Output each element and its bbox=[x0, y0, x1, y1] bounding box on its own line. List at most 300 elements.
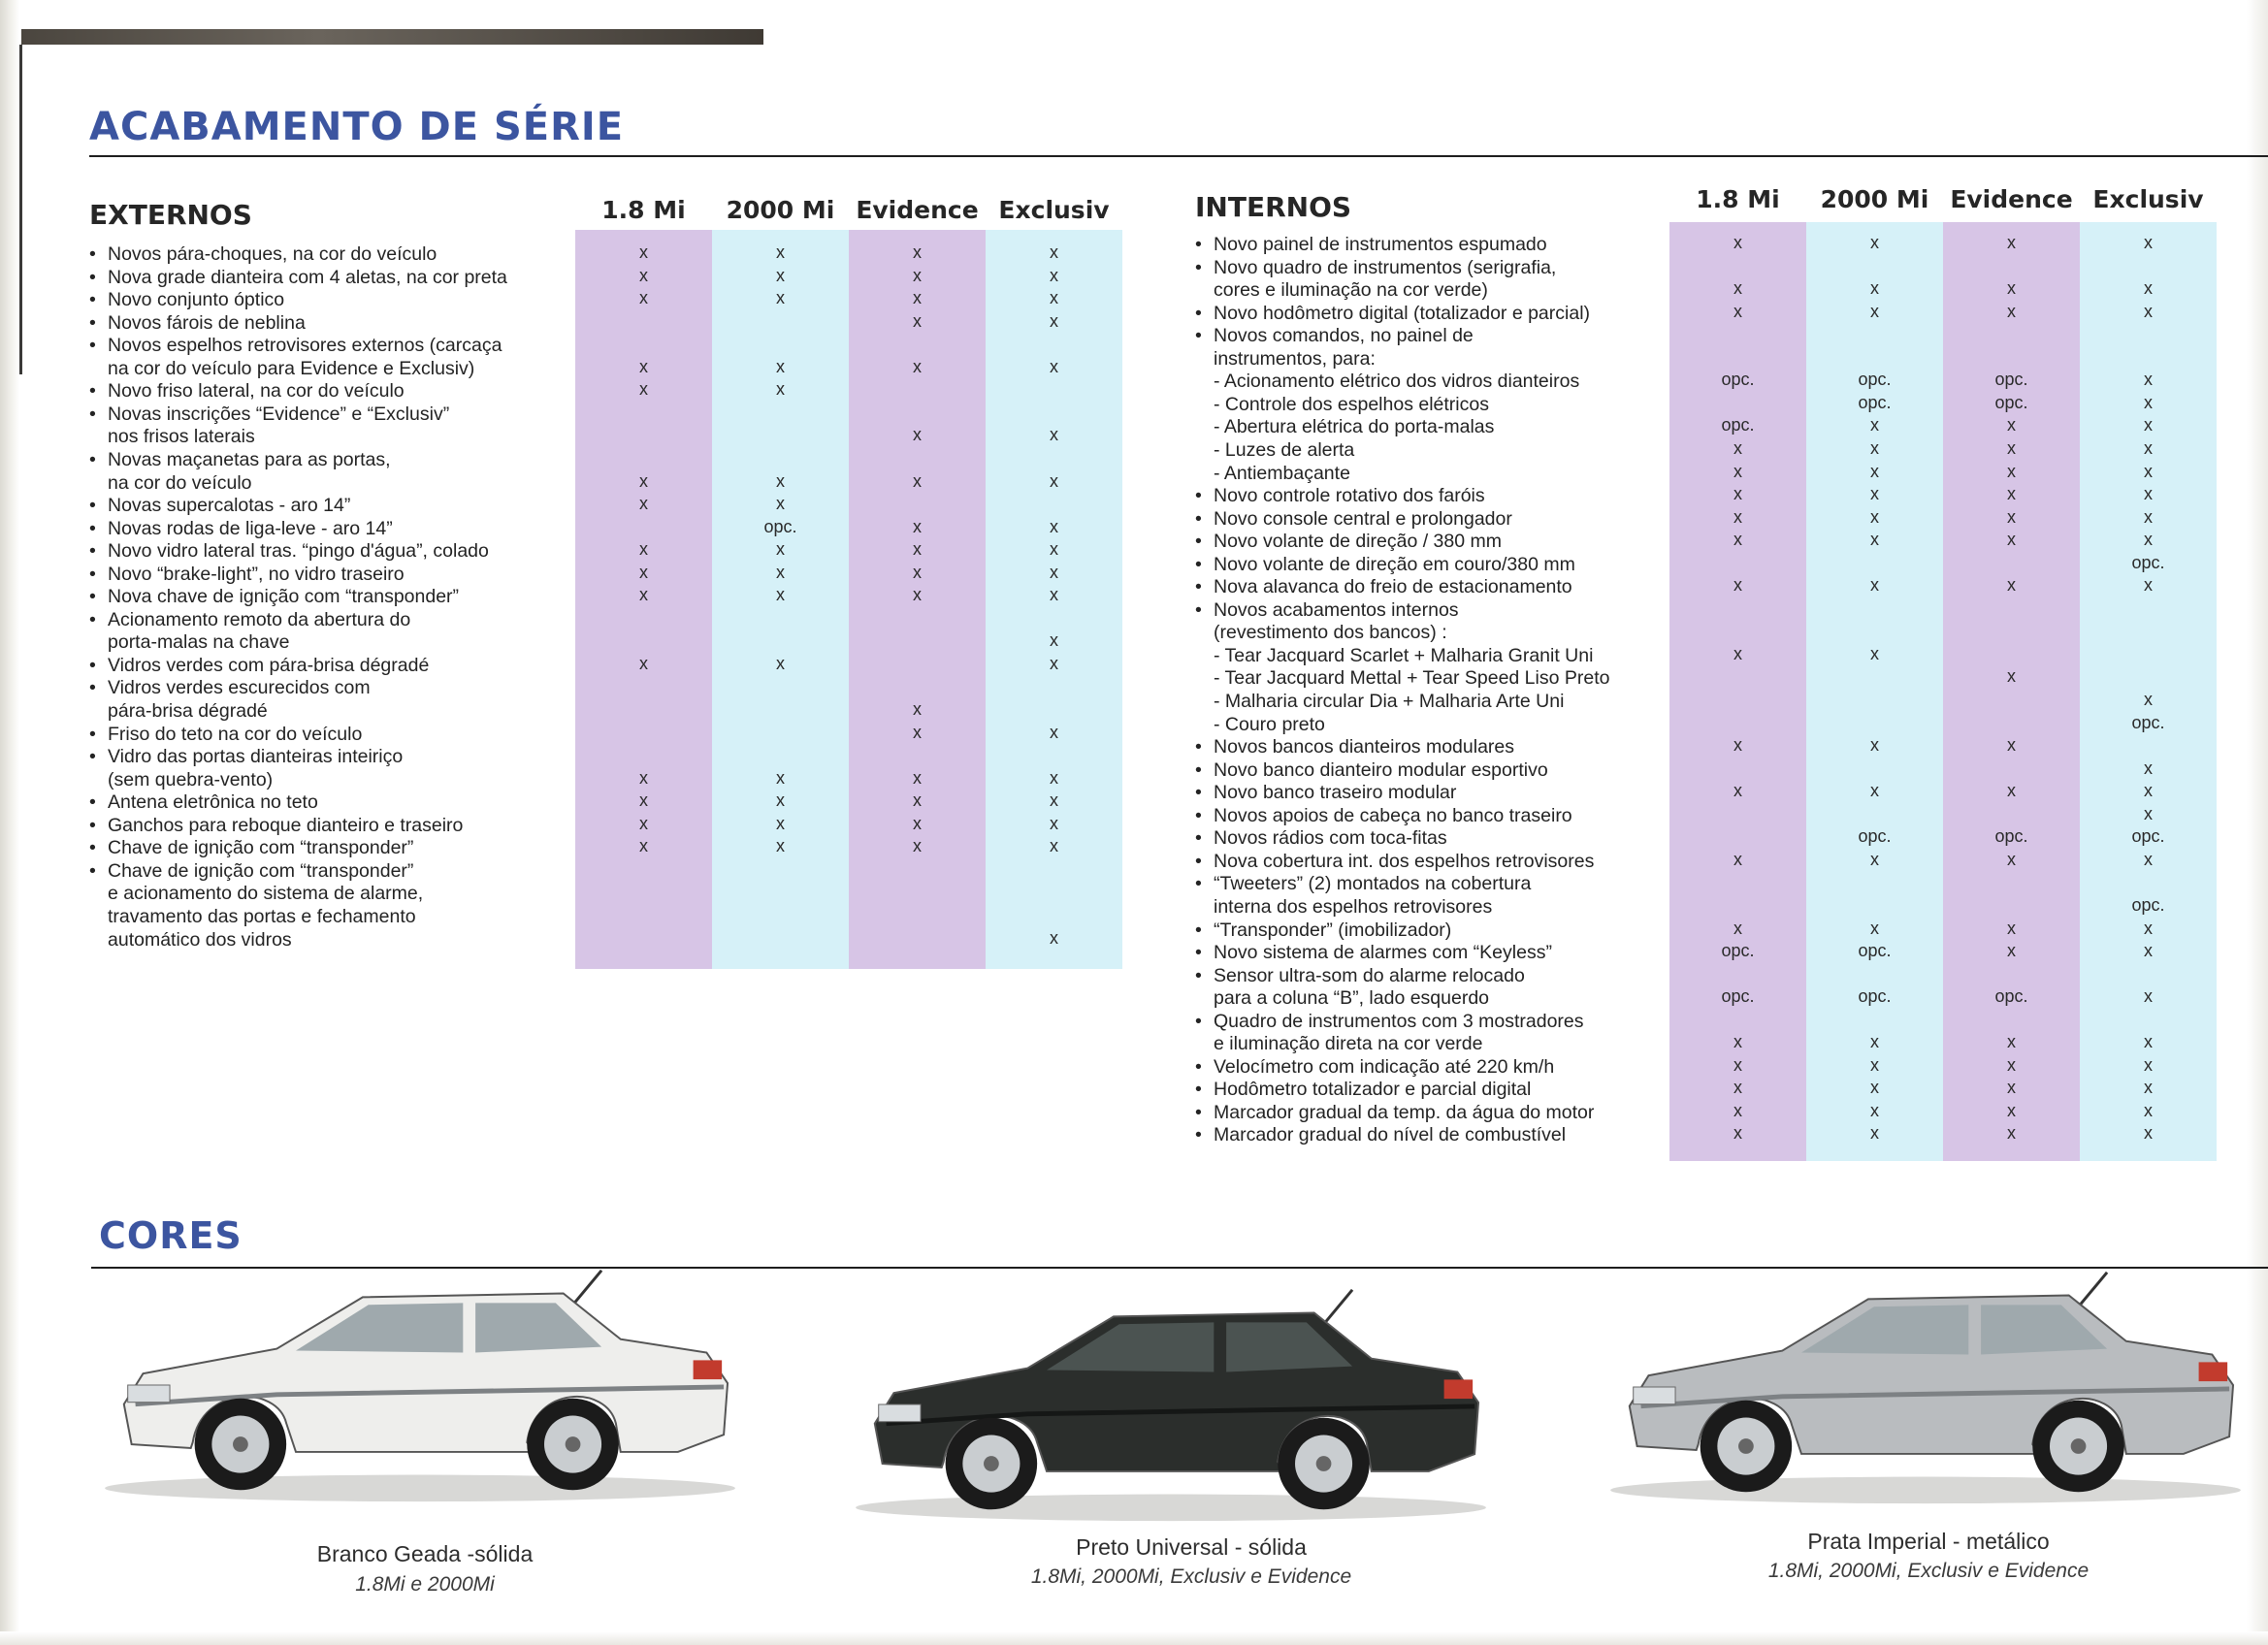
bullet-icon: • bbox=[89, 837, 96, 859]
internos-feature-label: Quadro de instrumentos com 3 mostradores bbox=[1214, 1010, 1584, 1032]
internos-feature-value: x bbox=[2144, 1054, 2153, 1075]
internos-feature-value: opc. bbox=[1721, 986, 1755, 1007]
externos-feature-value: x bbox=[913, 310, 922, 331]
internos-feature-value: x bbox=[2144, 392, 2153, 412]
internos-feature-value: x bbox=[2007, 278, 2016, 299]
externos-feature-value: x bbox=[1050, 425, 1058, 445]
internos-feature-value: x bbox=[1733, 301, 1742, 321]
internos-feature-value: x bbox=[2144, 1123, 2153, 1144]
externos-feature-label: na cor do veículo para Evidence e Exclusiv) bbox=[108, 357, 475, 379]
externos-feature-value: x bbox=[776, 539, 785, 560]
bullet-icon: • bbox=[1195, 964, 1202, 986]
binding-mark bbox=[19, 45, 22, 374]
internos-feature-value: x bbox=[1870, 278, 1879, 299]
internos-feature-value: x bbox=[2144, 461, 2153, 481]
bullet-icon: • bbox=[1195, 1101, 1202, 1123]
internos-feature-value: x bbox=[2144, 758, 2153, 778]
bullet-icon: • bbox=[89, 859, 96, 882]
color-name: Prata Imperial - metálico bbox=[1807, 1529, 2050, 1554]
externos-feature-value: x bbox=[639, 767, 648, 788]
bullet-icon: • bbox=[1195, 507, 1202, 530]
bullet-icon: • bbox=[89, 540, 96, 563]
externos-feature-value: x bbox=[1050, 562, 1058, 582]
internos-feature-value: x bbox=[2144, 690, 2153, 709]
color-models: 1.8Mi e 2000Mi bbox=[355, 1573, 495, 1596]
internos-feature-value: x bbox=[1733, 1100, 1742, 1120]
bullet-icon: • bbox=[89, 586, 96, 608]
internos-feature-value: x bbox=[2144, 415, 2153, 435]
internos-feature-value: x bbox=[2007, 918, 2016, 938]
bullet-icon: • bbox=[89, 311, 96, 334]
bullet-icon: • bbox=[1195, 531, 1202, 553]
internos-feature-value: x bbox=[1870, 461, 1879, 481]
internos-feature-value: x bbox=[1733, 233, 1742, 252]
bullet-icon: • bbox=[1195, 736, 1202, 758]
internos-model-header: Exclusiv bbox=[2092, 185, 2204, 213]
internos-feature-value: x bbox=[1733, 461, 1742, 481]
bullet-icon: • bbox=[89, 654, 96, 676]
internos-feature-value: x bbox=[2007, 415, 2016, 435]
internos-feature-label: Nova cobertura int. dos espelhos retrovisores bbox=[1214, 850, 1595, 872]
page-spine-shadow bbox=[0, 0, 19, 1645]
internos-feature-value: x bbox=[1870, 484, 1879, 504]
bullet-icon: • bbox=[89, 289, 96, 311]
externos-feature-value: x bbox=[1050, 470, 1058, 491]
color-name: Preto Universal - sólida bbox=[1076, 1534, 1307, 1560]
car-image bbox=[1591, 1263, 2260, 1516]
externos-feature-label: Vidro das portas dianteiras inteiriço bbox=[108, 746, 404, 768]
bullet-icon: • bbox=[1195, 234, 1202, 255]
externos-feature-value: opc. bbox=[763, 516, 797, 536]
externos-feature-value: x bbox=[1050, 265, 1058, 285]
externos-feature-label: Novo conjunto óptico bbox=[108, 289, 285, 311]
bullet-icon: • bbox=[1195, 919, 1202, 941]
bullet-icon: • bbox=[89, 746, 96, 768]
internos-feature-value: x bbox=[2144, 233, 2153, 252]
internos-feature-value: x bbox=[2007, 233, 2016, 252]
internos-feature-value: x bbox=[2144, 437, 2153, 458]
internos-feature-label: Novo sistema de alarmes com “Keyless” bbox=[1214, 942, 1552, 964]
internos-feature-label: Novo banco traseiro modular bbox=[1214, 782, 1457, 804]
bullet-icon: • bbox=[1195, 598, 1202, 621]
internos-feature-value: x bbox=[1870, 415, 1879, 435]
internos-feature-value: opc. bbox=[1858, 392, 1892, 412]
color-models: 1.8Mi, 2000Mi, Exclusiv e Evidence bbox=[1767, 1560, 2090, 1582]
internos-feature-value: x bbox=[2144, 986, 2153, 1007]
internos-feature-label: Hodômetro totalizador e parcial digital bbox=[1214, 1079, 1532, 1101]
externos-feature-label: porta-malas na chave bbox=[108, 631, 290, 654]
bullet-icon: • bbox=[89, 495, 96, 517]
externos-feature-label: Novos fárois de neblina bbox=[108, 311, 306, 334]
internos-feature-label: Novo quadro de instrumentos (serigrafia, bbox=[1214, 256, 1557, 278]
externos-feature-value: x bbox=[776, 356, 785, 376]
bullet-icon: • bbox=[89, 814, 96, 836]
internos-feature-value: opc. bbox=[1721, 941, 1755, 961]
bullet-icon: • bbox=[1195, 758, 1202, 781]
internos-heading: INTERNOS bbox=[1195, 191, 1352, 223]
externos-model-header: Evidence bbox=[856, 196, 979, 224]
internos-feature-value: x bbox=[2007, 530, 2016, 550]
externos-feature-value: x bbox=[1050, 767, 1058, 788]
internos-feature-label: (revestimento dos bancos) : bbox=[1214, 622, 1447, 644]
internos-feature-label: - Antiembaçante bbox=[1214, 462, 1350, 484]
bullet-icon: • bbox=[89, 380, 96, 403]
internos-feature-label: Novos comandos, no painel de bbox=[1214, 325, 1474, 347]
externos-feature-label: Novos pára-choques, na cor do veículo bbox=[108, 243, 437, 265]
externos-feature-value: x bbox=[1050, 310, 1058, 331]
bullet-icon: • bbox=[1195, 325, 1202, 347]
internos-feature-value: opc. bbox=[1858, 941, 1892, 961]
internos-feature-value: opc. bbox=[1858, 826, 1892, 847]
externos-feature-value: x bbox=[639, 470, 648, 491]
internos-feature-label: Novos acabamentos internos bbox=[1214, 598, 1459, 621]
externos-feature-label: pára-brisa dégradé bbox=[108, 700, 268, 722]
internos-feature-value: opc. bbox=[2131, 894, 2165, 915]
car-image bbox=[85, 1261, 755, 1514]
externos-feature-label: Vidros verdes escurecidos com bbox=[108, 677, 371, 699]
internos-feature-label: Novos apoios de cabeça no banco traseiro bbox=[1214, 804, 1572, 826]
externos-feature-value: x bbox=[639, 494, 648, 514]
externos-feature-value: x bbox=[776, 470, 785, 491]
internos-feature-value: x bbox=[2144, 484, 2153, 504]
bullet-icon: • bbox=[1195, 1124, 1202, 1146]
internos-feature-value: x bbox=[1733, 278, 1742, 299]
internos-feature-value: x bbox=[2144, 1032, 2153, 1052]
externos-feature-value: x bbox=[776, 790, 785, 811]
externos-feature-value: x bbox=[776, 836, 785, 856]
internos-feature-value: x bbox=[1870, 437, 1879, 458]
externos-feature-label: na cor do veículo bbox=[108, 471, 252, 494]
externos-feature-value: x bbox=[913, 562, 922, 582]
externos-feature-value: x bbox=[1050, 653, 1058, 673]
internos-feature-value: x bbox=[2144, 1100, 2153, 1120]
internos-feature-value: x bbox=[1733, 1054, 1742, 1075]
externos-model-header: 1.8 Mi bbox=[601, 196, 686, 224]
bullet-icon: • bbox=[1195, 256, 1202, 278]
internos-feature-value: x bbox=[2144, 370, 2153, 390]
internos-feature-label: Novo volante de direção / 380 mm bbox=[1214, 531, 1502, 553]
bottom-page-edge bbox=[0, 1631, 2268, 1645]
externos-feature-label: Novas supercalotas - aro 14” bbox=[108, 495, 351, 517]
bullet-icon: • bbox=[89, 243, 96, 265]
internos-feature-value: x bbox=[1870, 530, 1879, 550]
internos-feature-value: x bbox=[1733, 575, 1742, 596]
internos-feature-label: - Tear Jacquard Scarlet + Malharia Granit Uni bbox=[1214, 644, 1594, 666]
bullet-icon: • bbox=[89, 266, 96, 288]
bullet-icon: • bbox=[1195, 782, 1202, 804]
bullet-icon: • bbox=[1195, 1055, 1202, 1078]
bullet-icon: • bbox=[89, 403, 96, 425]
externos-feature-value: x bbox=[913, 813, 922, 833]
internos-feature-label: Novo painel de instrumentos espumado bbox=[1214, 234, 1547, 255]
internos-feature-value: x bbox=[1870, 575, 1879, 596]
bullet-icon: • bbox=[89, 608, 96, 630]
bullet-icon: • bbox=[1195, 485, 1202, 507]
externos-feature-value: x bbox=[639, 288, 648, 308]
internos-feature-value: x bbox=[2007, 437, 2016, 458]
internos-feature-label: interna dos espelhos retrovisores bbox=[1214, 895, 1493, 918]
externos-model-header: Exclusiv bbox=[998, 196, 1110, 224]
page-title: ACABAMENTO DE SÉRIE bbox=[89, 105, 625, 149]
externos-feature-value: x bbox=[913, 790, 922, 811]
externos-feature-value: x bbox=[776, 813, 785, 833]
externos-feature-value: x bbox=[639, 836, 648, 856]
top-photo-strip bbox=[21, 29, 763, 45]
bullet-icon: • bbox=[89, 723, 96, 745]
internos-feature-value: opc. bbox=[1994, 826, 2028, 847]
internos-feature-label: - Luzes de alerta bbox=[1214, 438, 1355, 461]
sedan-car-icon bbox=[836, 1280, 1506, 1529]
internos-feature-value: x bbox=[2144, 849, 2153, 869]
internos-feature-label: Novo controle rotativo dos faróis bbox=[1214, 485, 1485, 507]
internos-feature-value: x bbox=[1870, 1100, 1879, 1120]
bullet-icon: • bbox=[1195, 1010, 1202, 1032]
internos-feature-value: x bbox=[1733, 1078, 1742, 1098]
color-models: 1.8Mi, 2000Mi, Exclusiv e Evidence bbox=[1030, 1565, 1352, 1588]
internos-feature-value: x bbox=[2007, 1032, 2016, 1052]
internos-model-header: 2000 Mi bbox=[1820, 185, 1929, 213]
externos-feature-value: x bbox=[776, 379, 785, 400]
externos-feature-value: x bbox=[639, 562, 648, 582]
externos-feature-label: Friso do teto na cor do veículo bbox=[108, 723, 363, 745]
bullet-icon: • bbox=[1195, 827, 1202, 850]
externos-feature-value: x bbox=[913, 836, 922, 856]
externos-feature-value: x bbox=[1050, 539, 1058, 560]
bullet-icon: • bbox=[89, 448, 96, 470]
externos-feature-value: x bbox=[776, 288, 785, 308]
bullet-icon: • bbox=[1195, 302, 1202, 324]
bullet-icon: • bbox=[1195, 942, 1202, 964]
externos-feature-value: x bbox=[776, 767, 785, 788]
externos-feature-value: x bbox=[1050, 836, 1058, 856]
internos-model-header: Evidence bbox=[1950, 185, 2073, 213]
title-rule bbox=[89, 155, 2268, 157]
externos-feature-value: x bbox=[1050, 242, 1058, 262]
sedan-car-icon bbox=[1591, 1263, 2260, 1511]
internos-feature-value: x bbox=[2144, 803, 2153, 823]
externos-feature-value: x bbox=[639, 379, 648, 400]
internos-feature-value: x bbox=[2144, 506, 2153, 527]
externos-feature-label: Novo friso lateral, na cor do veículo bbox=[108, 380, 405, 403]
internos-feature-value: x bbox=[1870, 1123, 1879, 1144]
internos-feature-value: x bbox=[2007, 461, 2016, 481]
externos-feature-value: x bbox=[1050, 927, 1058, 948]
externos-feature-value: x bbox=[913, 425, 922, 445]
externos-feature-value: x bbox=[639, 539, 648, 560]
externos-feature-label: Novas inscrições “Evidence” e “Exclusiv” bbox=[108, 403, 450, 425]
internos-feature-label: e iluminação direta na cor verde bbox=[1214, 1033, 1483, 1055]
externos-feature-value: x bbox=[913, 699, 922, 719]
internos-feature-value: opc. bbox=[1994, 986, 2028, 1007]
internos-feature-value: opc. bbox=[2131, 552, 2165, 572]
externos-feature-value: x bbox=[1050, 630, 1058, 651]
internos-feature-label: cores e iluminação na cor verde) bbox=[1214, 279, 1488, 302]
internos-feature-value: x bbox=[2007, 1054, 2016, 1075]
internos-feature-value: x bbox=[1870, 1032, 1879, 1052]
externos-feature-value: x bbox=[1050, 288, 1058, 308]
internos-feature-value: opc. bbox=[1994, 370, 2028, 390]
internos-feature-value: x bbox=[1870, 735, 1879, 756]
bullet-icon: • bbox=[1195, 576, 1202, 598]
bullet-icon: • bbox=[1195, 850, 1202, 872]
internos-feature-value: x bbox=[2144, 918, 2153, 938]
externos-feature-label: Novas maçanetas para as portas, bbox=[108, 448, 391, 470]
sedan-car-icon bbox=[85, 1261, 755, 1509]
bullet-icon: • bbox=[1195, 873, 1202, 895]
externos-feature-label: Antena eletrônica no teto bbox=[108, 791, 318, 814]
internos-feature-label: Nova alavanca do freio de estacionamento bbox=[1214, 576, 1572, 598]
externos-feature-label: travamento das portas e fechamento bbox=[108, 905, 416, 927]
internos-feature-value: x bbox=[1733, 506, 1742, 527]
internos-feature-value: x bbox=[2007, 301, 2016, 321]
internos-feature-value: x bbox=[1870, 301, 1879, 321]
externos-feature-label: Vidros verdes com pára-brisa dégradé bbox=[108, 654, 430, 676]
internos-feature-value: x bbox=[1733, 1032, 1742, 1052]
bullet-icon: • bbox=[89, 563, 96, 585]
internos-feature-value: x bbox=[2007, 666, 2016, 687]
externos-feature-value: x bbox=[913, 356, 922, 376]
internos-feature-label: “Tweeters” (2) montados na cobertura bbox=[1214, 873, 1532, 895]
externos-feature-value: x bbox=[639, 356, 648, 376]
externos-feature-value: x bbox=[1050, 790, 1058, 811]
internos-feature-label: - Couro preto bbox=[1214, 713, 1325, 735]
externos-feature-value: x bbox=[776, 242, 785, 262]
internos-feature-label: - Controle dos espelhos elétricos bbox=[1214, 393, 1489, 415]
internos-feature-label: Novos rádios com toca-fitas bbox=[1214, 827, 1447, 850]
externos-feature-label: Ganchos para reboque dianteiro e traseiro bbox=[108, 814, 464, 836]
internos-feature-value: x bbox=[2007, 1078, 2016, 1098]
externos-feature-value: x bbox=[639, 265, 648, 285]
internos-feature-label: Marcador gradual da temp. da água do motor bbox=[1214, 1101, 1595, 1123]
internos-feature-label: Novo banco dianteiro modular esportivo bbox=[1214, 758, 1548, 781]
internos-feature-value: x bbox=[1733, 1123, 1742, 1144]
internos-feature-value: x bbox=[2007, 735, 2016, 756]
internos-feature-label: Velocímetro com indicação até 220 km/h bbox=[1214, 1055, 1555, 1078]
internos-feature-value: x bbox=[2007, 781, 2016, 801]
internos-model-header: 1.8 Mi bbox=[1696, 185, 1780, 213]
externos-feature-label: Novas rodas de liga-leve - aro 14” bbox=[108, 517, 393, 539]
externos-feature-value: x bbox=[776, 265, 785, 285]
internos-column-bg bbox=[1806, 222, 1943, 1161]
internos-feature-value: x bbox=[2144, 941, 2153, 961]
externos-heading: EXTERNOS bbox=[89, 199, 252, 231]
internos-feature-label: instrumentos, para: bbox=[1214, 347, 1376, 370]
externos-feature-value: x bbox=[639, 653, 648, 673]
externos-feature-value: x bbox=[913, 516, 922, 536]
externos-feature-value: x bbox=[913, 288, 922, 308]
internos-feature-label: “Transponder” (imobilizador) bbox=[1214, 919, 1452, 941]
internos-feature-value: opc. bbox=[1721, 370, 1755, 390]
internos-feature-value: x bbox=[2144, 575, 2153, 596]
externos-feature-value: x bbox=[913, 585, 922, 605]
internos-feature-value: x bbox=[1870, 643, 1879, 663]
internos-feature-value: x bbox=[1870, 233, 1879, 252]
externos-feature-label: automático dos vidros bbox=[108, 928, 292, 951]
internos-feature-label: Sensor ultra-som do alarme relocado bbox=[1214, 964, 1525, 986]
externos-feature-value: x bbox=[639, 242, 648, 262]
externos-feature-label: Chave de ignição com “transponder” bbox=[108, 859, 414, 882]
internos-feature-label: Marcador gradual do nível de combustível bbox=[1214, 1124, 1567, 1146]
internos-feature-value: x bbox=[2007, 941, 2016, 961]
externos-feature-value: x bbox=[913, 539, 922, 560]
internos-feature-value: opc. bbox=[1721, 415, 1755, 435]
externos-feature-label: e acionamento do sistema de alarme, bbox=[108, 883, 424, 905]
bullet-icon: • bbox=[1195, 553, 1202, 575]
externos-feature-value: x bbox=[1050, 356, 1058, 376]
internos-feature-value: x bbox=[1733, 735, 1742, 756]
externos-feature-value: x bbox=[776, 585, 785, 605]
externos-feature-label: Nova grade dianteira com 4 aletas, na cor preta bbox=[108, 266, 507, 288]
externos-feature-value: x bbox=[1050, 722, 1058, 742]
internos-feature-label: - Malharia circular Dia + Malharia Arte Uni bbox=[1214, 691, 1565, 712]
internos-column-bg bbox=[1943, 222, 2080, 1161]
internos-feature-label: - Acionamento elétrico dos vidros dianteiros bbox=[1214, 371, 1580, 393]
internos-column-bg bbox=[1669, 222, 1806, 1161]
bullet-icon: • bbox=[1195, 804, 1202, 826]
internos-feature-label: - Abertura elétrica do porta-malas bbox=[1214, 416, 1495, 438]
bullet-icon: • bbox=[89, 791, 96, 814]
color-name: Branco Geada -sólida bbox=[316, 1541, 534, 1566]
externos-model-header: 2000 Mi bbox=[726, 196, 835, 224]
externos-feature-value: x bbox=[913, 767, 922, 788]
externos-feature-value: x bbox=[776, 494, 785, 514]
externos-feature-label: Novo “brake-light”, no vidro traseiro bbox=[108, 563, 405, 585]
internos-feature-label: Novo hodômetro digital (totalizador e parcial) bbox=[1214, 302, 1591, 324]
bullet-icon: • bbox=[89, 335, 96, 357]
internos-feature-value: x bbox=[1733, 849, 1742, 869]
bullet-icon: • bbox=[1195, 1079, 1202, 1101]
internos-feature-label: Novo console central e prolongador bbox=[1214, 507, 1512, 530]
externos-feature-label: Nova chave de ignição com “transponder” bbox=[108, 586, 460, 608]
externos-feature-value: x bbox=[1050, 813, 1058, 833]
externos-feature-value: x bbox=[639, 813, 648, 833]
internos-feature-value: opc. bbox=[1858, 986, 1892, 1007]
internos-feature-value: x bbox=[2144, 1078, 2153, 1098]
externos-feature-label: Chave de ignição com “transponder” bbox=[108, 837, 414, 859]
internos-feature-value: x bbox=[2007, 849, 2016, 869]
internos-feature-value: x bbox=[1870, 506, 1879, 527]
internos-feature-value: x bbox=[2007, 506, 2016, 527]
internos-feature-value: opc. bbox=[2131, 826, 2165, 847]
internos-feature-value: x bbox=[2144, 530, 2153, 550]
internos-feature-value: x bbox=[2144, 781, 2153, 801]
internos-feature-value: x bbox=[1733, 484, 1742, 504]
car-image bbox=[836, 1280, 1506, 1533]
internos-feature-value: x bbox=[1870, 781, 1879, 801]
externos-feature-value: x bbox=[913, 265, 922, 285]
externos-feature-value: x bbox=[639, 585, 648, 605]
internos-feature-value: x bbox=[1733, 530, 1742, 550]
internos-feature-value: x bbox=[2007, 1100, 2016, 1120]
internos-feature-label: para a coluna “B”, lado esquerdo bbox=[1214, 987, 1490, 1010]
internos-feature-value: x bbox=[2007, 484, 2016, 504]
internos-feature-value: opc. bbox=[1994, 392, 2028, 412]
internos-feature-label: - Tear Jacquard Mettal + Tear Speed Liso Preto bbox=[1214, 667, 1610, 690]
internos-feature-value: x bbox=[1870, 918, 1879, 938]
internos-feature-value: x bbox=[1870, 849, 1879, 869]
internos-feature-value: x bbox=[1733, 643, 1742, 663]
internos-feature-value: x bbox=[1733, 918, 1742, 938]
internos-feature-value: x bbox=[2144, 278, 2153, 299]
externos-feature-label: Novo vidro lateral tras. “pingo d'água”, colado bbox=[108, 540, 489, 563]
externos-feature-label: Acionamento remoto da abertura do bbox=[108, 608, 411, 630]
externos-feature-value: x bbox=[1050, 585, 1058, 605]
internos-feature-value: x bbox=[2007, 1123, 2016, 1144]
externos-feature-label: (sem quebra-vento) bbox=[108, 768, 274, 790]
externos-feature-value: x bbox=[913, 722, 922, 742]
internos-feature-value: opc. bbox=[2131, 712, 2165, 732]
internos-feature-value: x bbox=[2144, 301, 2153, 321]
